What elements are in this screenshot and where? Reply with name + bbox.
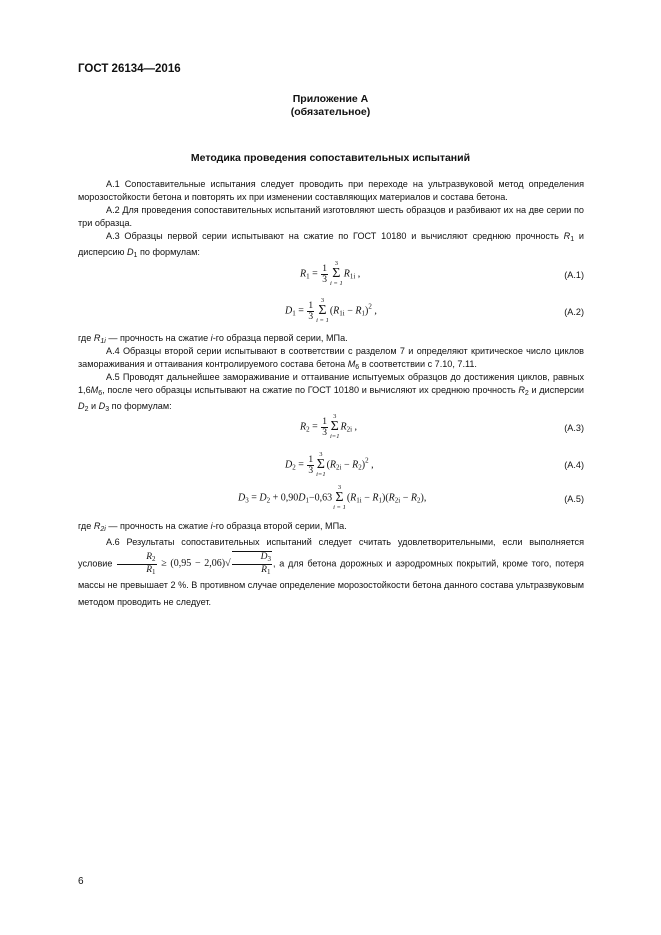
a3-text-3: по формулам: xyxy=(139,247,200,257)
a2-num: 1 xyxy=(308,300,314,311)
a3-term-sub: 2i xyxy=(346,425,353,434)
symbol-m6-sub: 6 xyxy=(355,364,360,371)
a2-term-b-sub: 1 xyxy=(361,309,365,318)
a5-p2-minus: − xyxy=(400,492,411,504)
a2-term-a-sub: 1i xyxy=(339,309,345,318)
a3-lhs: R xyxy=(300,421,307,433)
a5-eq: = xyxy=(248,492,260,504)
a5-text-4: и xyxy=(91,401,97,411)
a1-sum-bot: i = 1 xyxy=(330,280,343,287)
a4-term-a: R xyxy=(329,459,337,471)
equation-number-a3: (А.3) xyxy=(564,423,584,433)
a5-lhs-sub: 3 xyxy=(245,496,249,505)
a3-eq: = xyxy=(309,421,321,433)
a2-den: 3 xyxy=(308,311,314,322)
a5-p2-a: R xyxy=(388,492,395,504)
formula-a5 xyxy=(238,484,426,512)
a1-term: R xyxy=(343,268,350,280)
a6-fraction-1 xyxy=(117,552,156,577)
a3-sum: 3 Σ i=1 xyxy=(330,413,340,440)
where1-text-3: -го образца первой серии, МПа. xyxy=(212,333,348,343)
formula-a2 xyxy=(285,297,377,325)
a2-sum-bot: i = 1 xyxy=(316,317,329,324)
paragraph-a3 xyxy=(78,230,584,262)
symbol-r1i-sub: 1i xyxy=(100,338,106,345)
a1-lhs: R xyxy=(300,268,307,280)
a4-term-b: R xyxy=(352,459,359,471)
where2-text-1: где xyxy=(78,521,92,531)
a4-minus: − xyxy=(341,459,353,471)
a4-close: ) xyxy=(361,459,366,471)
a4-tail: , xyxy=(368,459,374,471)
formula-a1 xyxy=(300,260,360,288)
a5-minus-coef: −0,63 xyxy=(308,492,333,504)
a5-text-3: и дисперсии xyxy=(531,385,584,395)
symbol-d1: D xyxy=(126,247,134,257)
a3-sum-bot: i=1 xyxy=(330,433,340,440)
a2-eq: = xyxy=(295,305,307,317)
formula-a4 xyxy=(285,451,374,479)
where1-text-1: где xyxy=(78,333,92,343)
a5-d2-sub: 2 xyxy=(266,496,271,505)
a4-text-1: А.4 Образцы второй серии испытывают в соответствии с разделом 7 и определяют критическое число циклов замораживания и оттаивания контролируемого состава бетона xyxy=(78,346,584,369)
a2-close: ) xyxy=(364,305,369,317)
a3-num: 1 xyxy=(322,416,327,427)
symbol-d2-sub: 2 xyxy=(84,406,89,413)
a5-p1-b: R xyxy=(372,492,379,504)
a5-text-5: по формулам: xyxy=(111,401,172,411)
a4-eq: = xyxy=(295,459,307,471)
a1-tail: , xyxy=(355,268,361,280)
a4-den: 3 xyxy=(308,465,314,476)
document-code: ГОСТ 26134—2016 xyxy=(78,63,181,75)
symbol-d2: D xyxy=(78,401,85,411)
a5-sum-bot: i = 1 xyxy=(333,504,346,511)
page-number: 6 xyxy=(78,876,84,887)
a2-term-a: R xyxy=(333,305,340,317)
a4-num: 1 xyxy=(308,454,314,465)
symbol-i-2: i xyxy=(210,521,213,531)
a6-coef: (0,95 − 2,06) xyxy=(170,558,226,570)
symbol-d3: D xyxy=(98,401,106,411)
symbol-r2i: R xyxy=(93,521,101,531)
a3-fraction xyxy=(321,417,328,438)
a1-sum: 3 Σ i = 1 xyxy=(330,260,343,287)
section-title: Методика проведения сопоставительных испытаний xyxy=(190,152,471,164)
a6-f2-den-sub: 1 xyxy=(266,568,271,576)
a5-p1-a-sub: 1i xyxy=(356,496,362,505)
a5-p2-a-sub: 2i xyxy=(394,496,401,505)
a5-sum-top: 3 xyxy=(337,484,342,491)
a2-sum: 3 Σ i = 1 xyxy=(316,297,329,324)
symbol-r2: R xyxy=(518,385,525,395)
a5-tail: , xyxy=(423,492,427,504)
a5-lhs: D xyxy=(238,492,246,504)
a5-plus-coef: + 0,90 xyxy=(270,492,299,504)
symbol-m6-2-sub: 6 xyxy=(98,390,103,397)
a1-den: 3 xyxy=(322,274,327,285)
a4-text-2: в соответствии с 7.10, 7.11. xyxy=(361,359,477,369)
symbol-d1-sub: 1 xyxy=(133,252,138,259)
a5-p1-a: R xyxy=(350,492,357,504)
a2-power: 2 xyxy=(368,302,372,311)
a1-sum-top: 3 xyxy=(334,260,338,267)
appendix-subtitle: (обязательное) xyxy=(290,106,371,118)
a1-lhs-sub: 1 xyxy=(306,272,310,281)
a5-p2-close: ) xyxy=(420,492,424,504)
symbol-m6-2: M xyxy=(90,385,99,395)
a2-sum-top: 3 xyxy=(320,297,325,304)
a6-ge: ≥ xyxy=(157,558,171,570)
a6-text-1: А.6 Результаты сопоставительных испытаний следует считать удовлетворительными, если выполняется условие xyxy=(78,537,584,569)
symbol-d3-sub: 3 xyxy=(105,406,110,413)
a2-fraction xyxy=(307,301,314,322)
a5-d1: D xyxy=(298,492,306,504)
a2-open: ( xyxy=(329,305,334,317)
symbol-m6: M xyxy=(347,359,356,369)
equation-number-a5: (А.5) xyxy=(564,494,584,504)
formula-a3 xyxy=(300,413,357,441)
equation-number-a2: (А.2) xyxy=(564,307,584,317)
a4-sum: 3 Σ i=1 xyxy=(316,451,326,478)
a5-p2-b: R xyxy=(410,492,417,504)
equation-number-a4: (А.4) xyxy=(564,460,584,470)
symbol-r1i: R xyxy=(93,333,101,343)
paragraph-a4 xyxy=(78,345,584,374)
a5-p1-minus: − xyxy=(361,492,373,504)
a3-term: R xyxy=(340,421,347,433)
a6-f1-den: R xyxy=(146,564,152,575)
a1-fraction xyxy=(321,264,328,285)
a4-fraction xyxy=(307,455,314,476)
a1-term-sub: 1i xyxy=(349,272,356,281)
a5-p1-close: ) xyxy=(381,492,386,504)
paragraph-a6 xyxy=(78,534,584,611)
a6-text-2: , а для бетона дорожных и аэродромных покрытий, кроме того, потеря массы не превышает 2 %. В противном случае определение морозостойкости бетона данного состава ультразвуковым методом проводить не следует. xyxy=(78,558,584,607)
appendix-title: Приложение А xyxy=(292,93,369,105)
a6-f1-den-sub: 1 xyxy=(152,567,156,576)
a6-f1-num: R xyxy=(146,551,152,562)
a2-lhs-sub: 1 xyxy=(292,309,296,318)
where2-text-3: -го образца второй серии, МПа. xyxy=(212,521,347,531)
a2-term-b: R xyxy=(355,305,362,317)
a4-lhs-sub: 2 xyxy=(292,463,296,472)
a5-text-1: А.5 Проводят дальнейшее замораживание и оттаивание испытуемых образцов до достижения циклов, равных 1,6 xyxy=(78,372,584,395)
a5-p1-b-sub: 1 xyxy=(378,496,382,505)
a4-sum-top: 3 xyxy=(319,451,323,458)
a5-d1-sub: 1 xyxy=(305,496,309,505)
a2-lhs: D xyxy=(285,305,293,317)
where2-text-2: — прочность на сжатие xyxy=(108,521,209,531)
a5-sum: 3 Σ i = 1 xyxy=(333,484,346,511)
a6-f1-num-sub: 2 xyxy=(152,554,156,563)
a1-eq: = xyxy=(309,268,321,280)
a4-open: ( xyxy=(326,459,330,471)
a1-num: 1 xyxy=(322,263,327,274)
symbol-r1: R xyxy=(563,231,571,241)
a4-power: 2 xyxy=(365,456,369,465)
a4-term-a-sub: 2i xyxy=(336,463,342,472)
a2-tail: , xyxy=(371,305,377,317)
a3-text-2: и дисперсию xyxy=(78,231,585,257)
a2-minus: − xyxy=(344,305,356,317)
symbol-r2-sub: 2 xyxy=(524,390,529,397)
a5-p2-open: ( xyxy=(385,492,389,504)
a3-tail: , xyxy=(352,421,358,433)
formula-a6 xyxy=(116,551,273,576)
a6-root: √ xyxy=(225,558,231,570)
where1-text-2: — прочность на сжатие xyxy=(108,333,209,343)
paragraph-a5 xyxy=(78,371,584,416)
a3-den: 3 xyxy=(322,427,327,438)
paragraph-a2: А.2 Для проведения сопоставительных испытаний изготовляют шесть образцов и разбивают их на две серии по три образца. xyxy=(78,205,584,228)
a6-f2-den: R xyxy=(261,565,267,575)
equation-number-a1: (А.1) xyxy=(564,270,584,280)
a4-lhs: D xyxy=(285,459,293,471)
a6-f2-num-sub: 3 xyxy=(267,555,271,563)
a5-text-2: , после чего образцы испытывают на сжатие по ГОСТ 10180 и вычисляют их среднюю прочность xyxy=(102,385,516,395)
a5-d2: D xyxy=(259,492,267,504)
a6-f2-num: D xyxy=(260,552,268,562)
symbol-r2i-sub: 2i xyxy=(100,526,106,533)
a4-sum-bot: i=1 xyxy=(316,471,326,478)
a5-p2-b-sub: 2 xyxy=(416,496,421,505)
a3-lhs-sub: 2 xyxy=(306,425,310,434)
a5-p1-open: ( xyxy=(346,492,351,504)
a4-term-b-sub: 2 xyxy=(358,463,362,472)
a3-text-1: А.3 Образцы первой серии испытывают на сжатие по ГОСТ 10180 и вычисляют среднюю прочность xyxy=(106,231,559,241)
symbol-r1-sub: 1 xyxy=(570,236,575,243)
symbol-i: i xyxy=(210,333,213,343)
a3-sum-top: 3 xyxy=(333,413,337,420)
a6-fraction-2 xyxy=(232,551,272,577)
paragraph-a1: А.1 Сопоставительные испытания следует проводить при переходе на ультразвуковой метод определения морозостойкости бетона и повторять их при изменении составляющих материалов и состава бетона. xyxy=(78,179,584,202)
